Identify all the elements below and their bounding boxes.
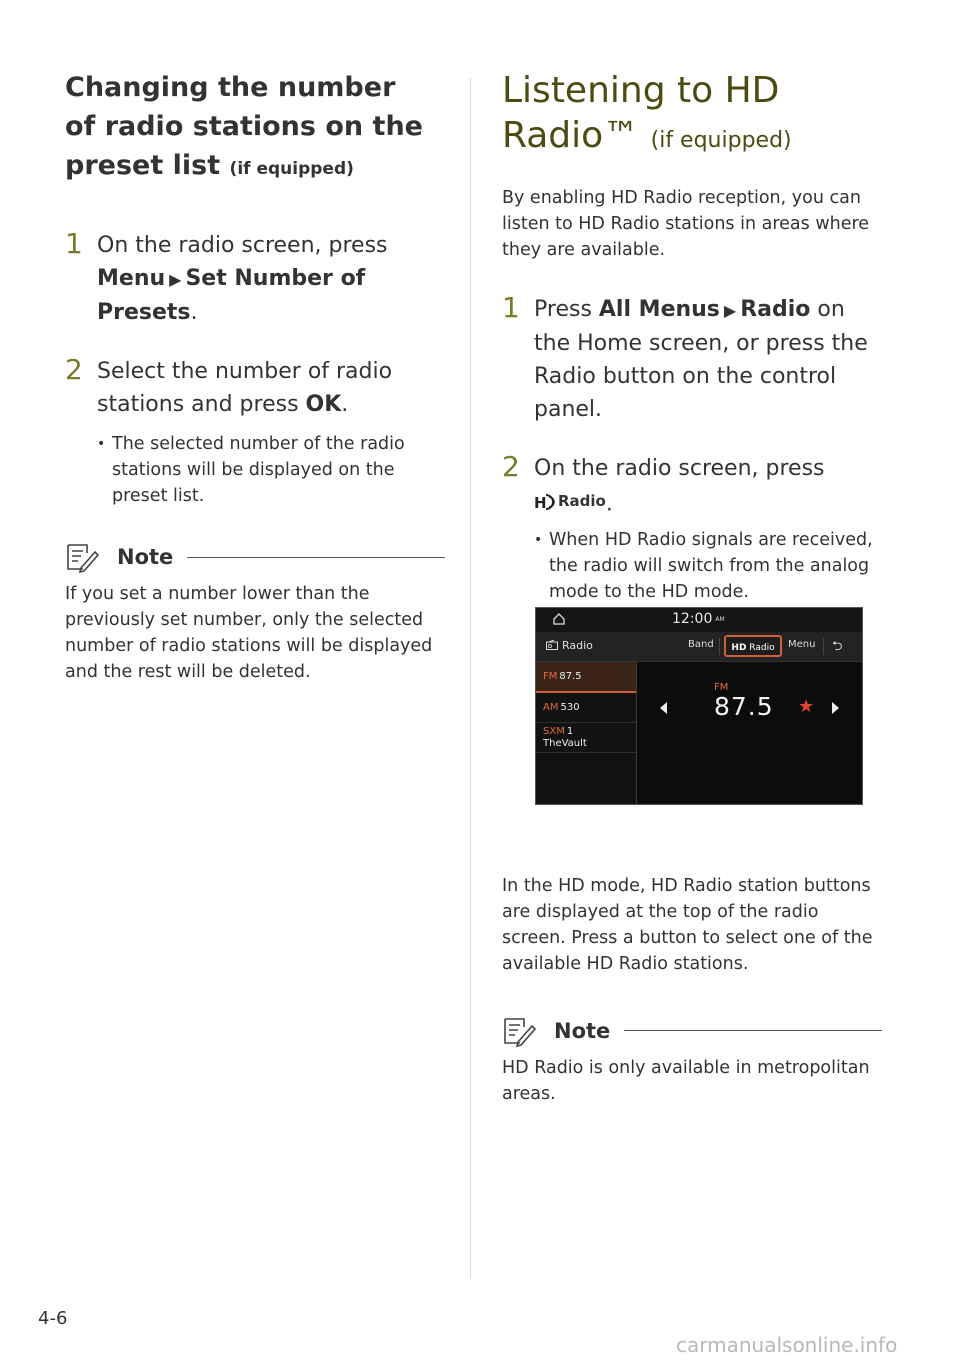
step-text-b: on the Home screen, or press the Radio button on the control panel. [534, 297, 868, 422]
hd-logo-icon [534, 493, 558, 511]
radio-screenshot [535, 607, 863, 805]
note-pencil-icon [502, 1015, 536, 1047]
bullet-text: When HD Radio signals are received, the radio will switch from the analog mode to the HD mode. [549, 529, 873, 602]
clock [672, 611, 725, 627]
step-tail: . [190, 300, 198, 325]
title-line-1: Listening to HD [502, 70, 780, 111]
station-value: 530 [560, 702, 580, 713]
step-number: 1 [502, 291, 520, 324]
clock-time: 12:00 [672, 611, 713, 627]
note-header [65, 539, 445, 575]
step-2 [502, 452, 882, 521]
station-value: 1 [566, 726, 574, 737]
step-2 [65, 355, 445, 421]
favorite-star-icon[interactable]: ★ [798, 696, 815, 717]
step-number: 2 [65, 353, 83, 386]
step-text: Press [534, 297, 592, 322]
current-band: FM [714, 682, 729, 693]
hd-radio-logo [534, 485, 606, 518]
note-label: Note [554, 1018, 611, 1043]
page-number: 4-6 [38, 1308, 68, 1329]
step-number: 1 [65, 227, 83, 260]
title-line-2: Radio™ [502, 115, 640, 156]
hd-radio-button[interactable]: HD Radio [724, 635, 782, 657]
station-band: FM [543, 671, 558, 682]
note-text: HD Radio is only available in metropolitan areas. [502, 1057, 870, 1104]
note-rule [624, 1030, 882, 1031]
station-list [536, 662, 637, 804]
intro-text: By enabling HD Radio reception, you can listen to HD Radio stations in areas where they are available. [502, 188, 870, 260]
svg-text:H: H [534, 493, 547, 511]
hd-mode-text: In the HD mode, HD Radio station buttons are displayed at the top of the radio screen. Press a button to select one of the available HD Radio stations. [502, 875, 873, 974]
separator [719, 638, 720, 655]
next-station-icon[interactable] [832, 702, 839, 714]
step-1 [502, 293, 882, 426]
section-title-hd-radio [502, 68, 882, 163]
radio-title [546, 639, 593, 652]
bullet-item [65, 431, 445, 509]
back-icon[interactable]: ⮌ [832, 639, 843, 654]
menu-label: Menu [97, 266, 166, 291]
set-presets-label: Set Number of Presets [97, 266, 366, 325]
bullet-item [502, 527, 882, 605]
band-button[interactable]: Band [688, 639, 714, 650]
arrow-right-icon: ▶ [169, 270, 182, 289]
radio-icon [546, 640, 558, 650]
bullet-text: The selected number of the radio stations will be displayed on the preset list. [112, 434, 405, 506]
note-label: Note [117, 545, 174, 569]
all-menus-label: All Menus [598, 297, 720, 322]
ok-label: OK [305, 392, 342, 417]
station-sub: TheVault [543, 738, 587, 749]
arrow-right-icon: ▶ [723, 301, 737, 320]
title-suffix: (if equipped) [229, 159, 354, 179]
step-text: On the radio screen, press [534, 456, 825, 481]
step-number: 2 [502, 450, 520, 483]
station-item-sxm[interactable] [536, 723, 636, 753]
step-tail: . [341, 392, 349, 417]
prev-station-icon[interactable] [660, 702, 667, 714]
title-line-1: Changing the number [65, 72, 396, 103]
radio-title-text: Radio [562, 639, 593, 652]
radio-menubar [536, 632, 862, 662]
radio-label: Radio [740, 297, 811, 322]
station-item-am[interactable] [536, 693, 636, 723]
section-title-presets [65, 68, 445, 189]
step-tail: . [605, 491, 613, 517]
step-1 [65, 229, 445, 329]
note-text: If you set a number lower than the previously set number, only the selected number of radio stations will be displayed and the rest will be deleted. [65, 584, 433, 682]
status-bar [536, 608, 862, 632]
current-frequency: 87.5 [714, 692, 774, 721]
note-pencil-icon [65, 541, 99, 573]
column-divider [470, 78, 471, 1278]
hd-radio-button-label: Radio [749, 643, 775, 653]
home-icon[interactable] [552, 612, 566, 626]
watermark: carmanualsonline.info [676, 1333, 898, 1357]
station-band: AM [543, 702, 559, 713]
note-rule [187, 557, 445, 558]
right-column [502, 68, 882, 1107]
title-line-2: of radio stations on the [65, 111, 423, 142]
step-text: On the radio screen, press [97, 233, 388, 258]
station-value: 87.5 [559, 671, 582, 682]
station-item-fm[interactable] [536, 662, 636, 693]
step-text: Select the number of radio stations and press [97, 359, 393, 417]
title-suffix: (if equipped) [650, 128, 792, 153]
station-band: SXM [543, 726, 565, 737]
menu-button[interactable]: Menu [788, 639, 816, 650]
hd-logo-text: Radio [558, 492, 606, 510]
separator [823, 638, 824, 655]
left-column [65, 68, 445, 685]
clock-ampm: AM [715, 616, 725, 623]
note-header [502, 1013, 882, 1049]
title-line-3: preset list [65, 150, 221, 181]
